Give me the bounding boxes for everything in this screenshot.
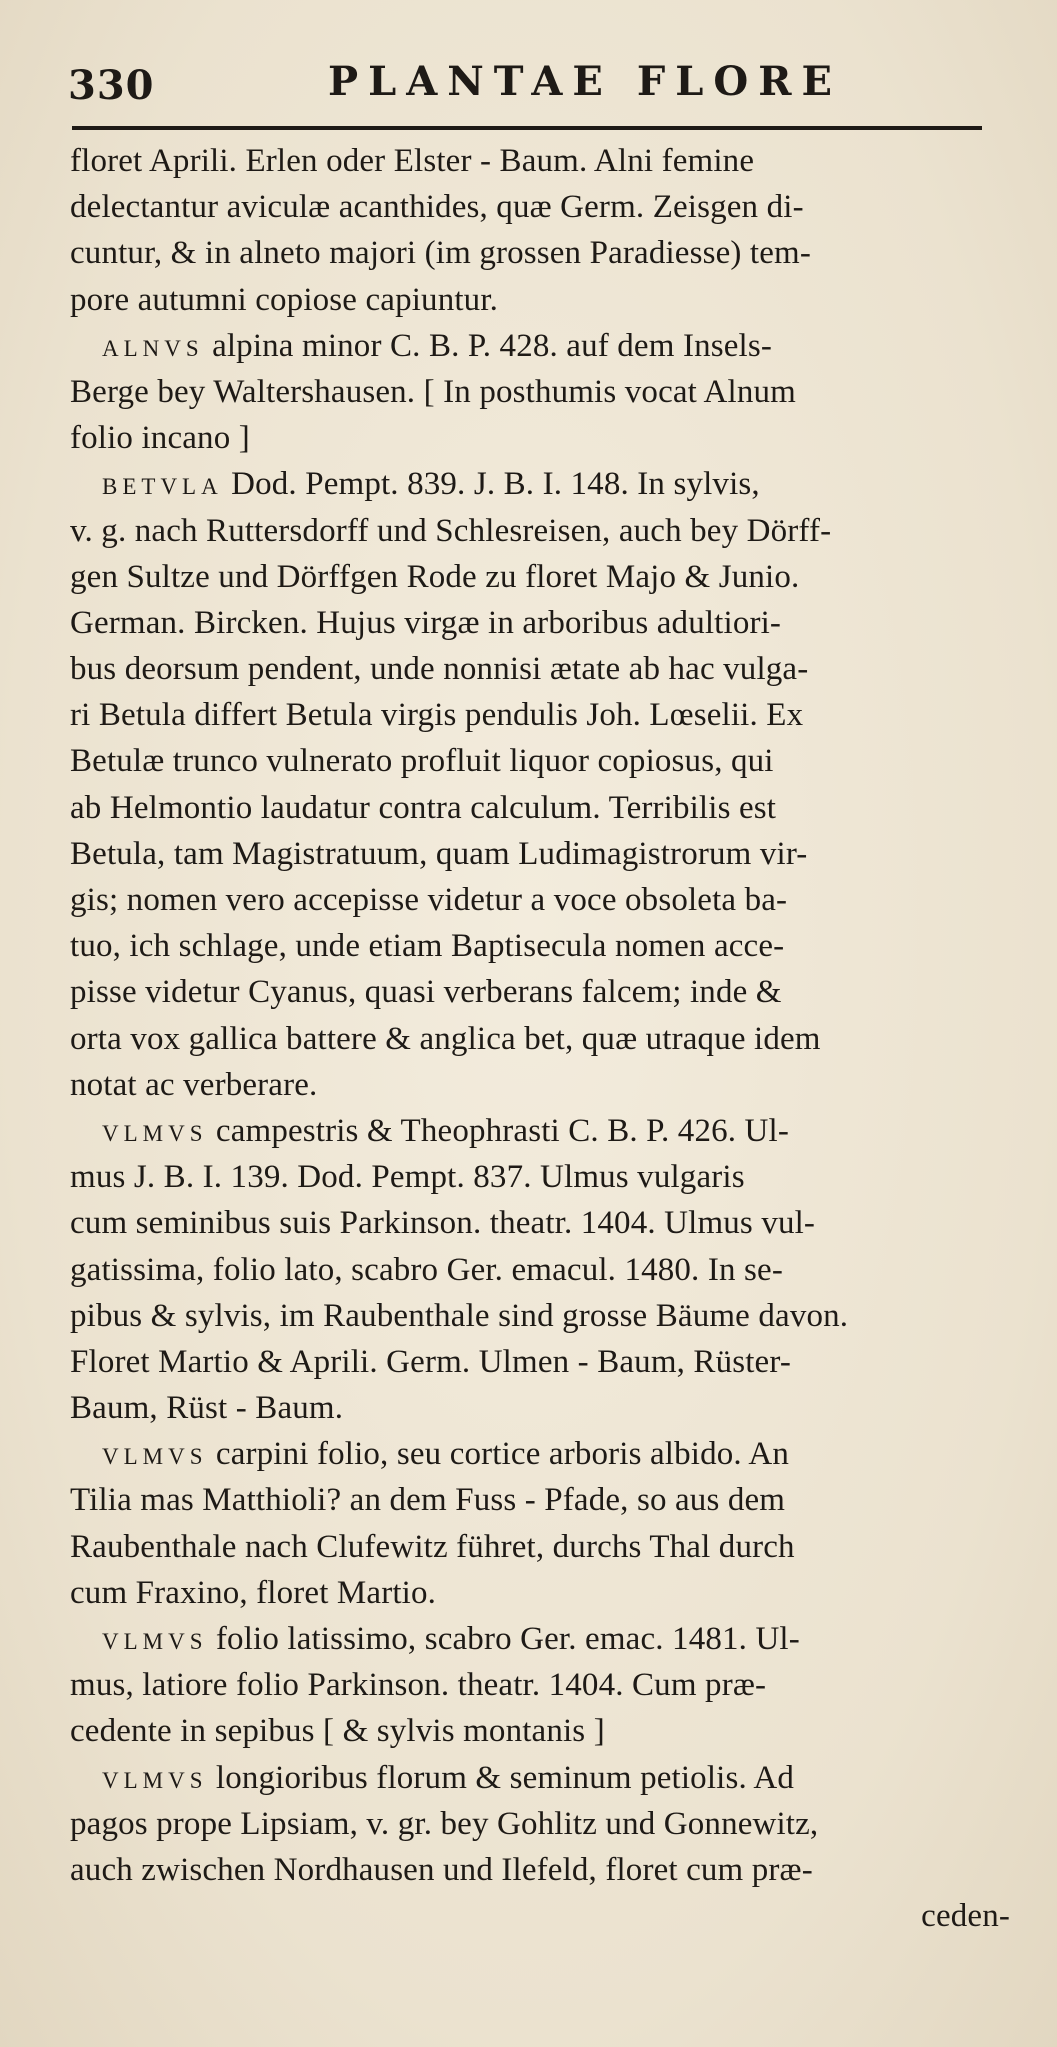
running-head: PLANTAE FLORE bbox=[328, 58, 842, 105]
text-line bbox=[70, 923, 1030, 969]
line-text: bus deorsum pendent, unde nonnisi ætate ab hac vulga- bbox=[70, 651, 809, 688]
text-line bbox=[70, 877, 1030, 923]
line-text: Betula, tam Magistratuum, quam Ludimagistrorum vir- bbox=[70, 835, 808, 872]
text-line bbox=[70, 969, 1030, 1015]
text-line bbox=[70, 1062, 1030, 1108]
line-text: v. g. nach Ruttersdorff und Schlesreisen, auch bey Dörff- bbox=[70, 512, 832, 549]
text-line bbox=[70, 1200, 1030, 1246]
line-text: carpini folio, seu cortice arboris albido. An bbox=[207, 1436, 789, 1473]
line-text: ri Betula differt Betula virgis pendulis Joh. Lœselii. Ex bbox=[70, 697, 804, 734]
catchword: ceden- bbox=[921, 1898, 1010, 1935]
text-line bbox=[70, 461, 1030, 507]
text-line bbox=[70, 1431, 1030, 1477]
page-header bbox=[68, 58, 1028, 118]
text-line bbox=[70, 600, 1030, 646]
text-line bbox=[70, 415, 1030, 461]
text-line bbox=[70, 230, 1030, 276]
text-line bbox=[70, 554, 1030, 600]
page-number: 330 bbox=[68, 62, 155, 109]
text-line bbox=[70, 369, 1030, 415]
text-line bbox=[70, 1247, 1030, 1293]
line-text: cuntur, & in alneto majori (im grossen Paradiesse) tem- bbox=[70, 235, 811, 272]
text-line bbox=[70, 1385, 1030, 1431]
text-line bbox=[70, 1477, 1030, 1523]
text-line bbox=[70, 692, 1030, 738]
text-line bbox=[70, 1293, 1030, 1339]
line-text: pagos prope Lipsiam, v. gr. bey Gohlitz und Gonnewitz, bbox=[70, 1805, 819, 1842]
line-text: gatissima, folio lato, scabro Ger. emacul. 1480. In se- bbox=[70, 1251, 783, 1288]
small-caps-heading: VLMVS bbox=[102, 1629, 208, 1654]
line-text: mus, latiore folio Parkinson. theatr. 1404. Cum præ- bbox=[70, 1667, 767, 1704]
text-line bbox=[70, 831, 1030, 877]
line-text: campestris & Theophrasti C. B. P. 426. Ul- bbox=[207, 1112, 789, 1149]
line-text: ab Helmontio laudatur contra calculum. Terribilis est bbox=[70, 789, 777, 826]
text-line bbox=[70, 1755, 1030, 1801]
small-caps-heading: VLMVS bbox=[102, 1120, 208, 1146]
text-line bbox=[70, 1154, 1030, 1200]
small-caps-heading: VLMVS bbox=[102, 1767, 208, 1793]
line-text: Tilia mas Matthioli? an dem Fuss - Pfade, so aus dem bbox=[70, 1482, 786, 1519]
line-text: Dod. Pempt. 839. J. B. I. 148. In sylvis, bbox=[222, 466, 760, 503]
body-text bbox=[70, 138, 1030, 1939]
text-line bbox=[70, 1801, 1030, 1847]
text-line bbox=[70, 277, 1030, 323]
line-text: delectantur aviculæ acanthides, quæ Germ. Zeisgen di- bbox=[70, 189, 804, 226]
line-text: folio latissimo, scabro Ger. emac. 1481. Ul- bbox=[207, 1621, 800, 1657]
line-text: floret Aprili. Erlen oder Elster - Baum. Alni femine bbox=[70, 143, 755, 179]
line-text: pore autumni copiose capiuntur. bbox=[70, 281, 499, 318]
header-rule bbox=[72, 126, 982, 130]
text-line bbox=[70, 138, 1030, 184]
text-line bbox=[70, 1570, 1030, 1616]
small-caps-heading: ALNVS bbox=[102, 335, 204, 361]
line-text: longioribus florum & seminum petiolis. Ad bbox=[207, 1759, 795, 1796]
line-text: auch zwischen Nordhausen und Ilefeld, floret cum præ- bbox=[70, 1851, 813, 1888]
small-caps-heading: BETVLA bbox=[102, 474, 223, 500]
line-text: pisse videtur Cyanus, quasi verberans falcem; inde & bbox=[70, 974, 782, 1011]
text-line bbox=[70, 1616, 1030, 1662]
line-text: Raubenthale nach Clufewitz führet, durchs Thal durch bbox=[70, 1528, 795, 1565]
text-line bbox=[70, 1847, 1030, 1893]
small-caps-heading: VLMVS bbox=[102, 1444, 208, 1470]
text-line bbox=[70, 785, 1030, 831]
line-text: Baum, Rüst - Baum. bbox=[70, 1390, 344, 1427]
line-text: Berge bey Waltershausen. [ In posthumis vocat Alnum bbox=[70, 373, 796, 410]
line-text: pibus & sylvis, im Raubenthale sind grosse Bäume davon. bbox=[70, 1297, 849, 1334]
line-text: Betulæ trunco vulnerato profluit liquor copiosus, qui bbox=[70, 743, 774, 780]
text-line bbox=[70, 738, 1030, 784]
line-text: orta vox gallica battere & anglica bet, quæ utraque idem bbox=[70, 1020, 821, 1057]
text-line bbox=[70, 1016, 1030, 1062]
text-line bbox=[70, 184, 1030, 230]
line-text: gen Sultze und Dörffgen Rode zu floret Majo & Junio. bbox=[70, 558, 800, 595]
line-text: cedente in sepibus [ & sylvis montanis ] bbox=[70, 1713, 605, 1750]
line-text: tuo, ich schlage, unde etiam Baptisecula nomen acce- bbox=[70, 928, 785, 965]
line-text: notat ac verberare. bbox=[70, 1066, 318, 1103]
text-line bbox=[70, 1108, 1030, 1154]
text-line bbox=[70, 1662, 1030, 1708]
text-line bbox=[70, 1708, 1030, 1754]
line-text: cum seminibus suis Parkinson. theatr. 1404. Ulmus vul- bbox=[70, 1205, 816, 1242]
text-line bbox=[70, 1524, 1030, 1570]
line-text: German. Bircken. Hujus virgæ in arboribus adultiori- bbox=[70, 604, 782, 641]
text-line bbox=[70, 323, 1030, 369]
line-text: gis; nomen vero accepisse videtur a voce obsoleta ba- bbox=[70, 882, 788, 918]
line-text: mus J. B. I. 139. Dod. Pempt. 837. Ulmus vulgaris bbox=[70, 1159, 745, 1196]
text-line bbox=[70, 508, 1030, 554]
line-text: cum Fraxino, floret Martio. bbox=[70, 1574, 437, 1611]
text-line bbox=[70, 1339, 1030, 1385]
line-text: alpina minor C. B. P. 428. auf dem Insels- bbox=[203, 327, 772, 364]
line-text: Floret Martio & Aprili. Germ. Ulmen - Baum, Rüster- bbox=[70, 1343, 791, 1380]
line-text: folio incano ] bbox=[70, 420, 250, 457]
text-line bbox=[70, 646, 1030, 692]
